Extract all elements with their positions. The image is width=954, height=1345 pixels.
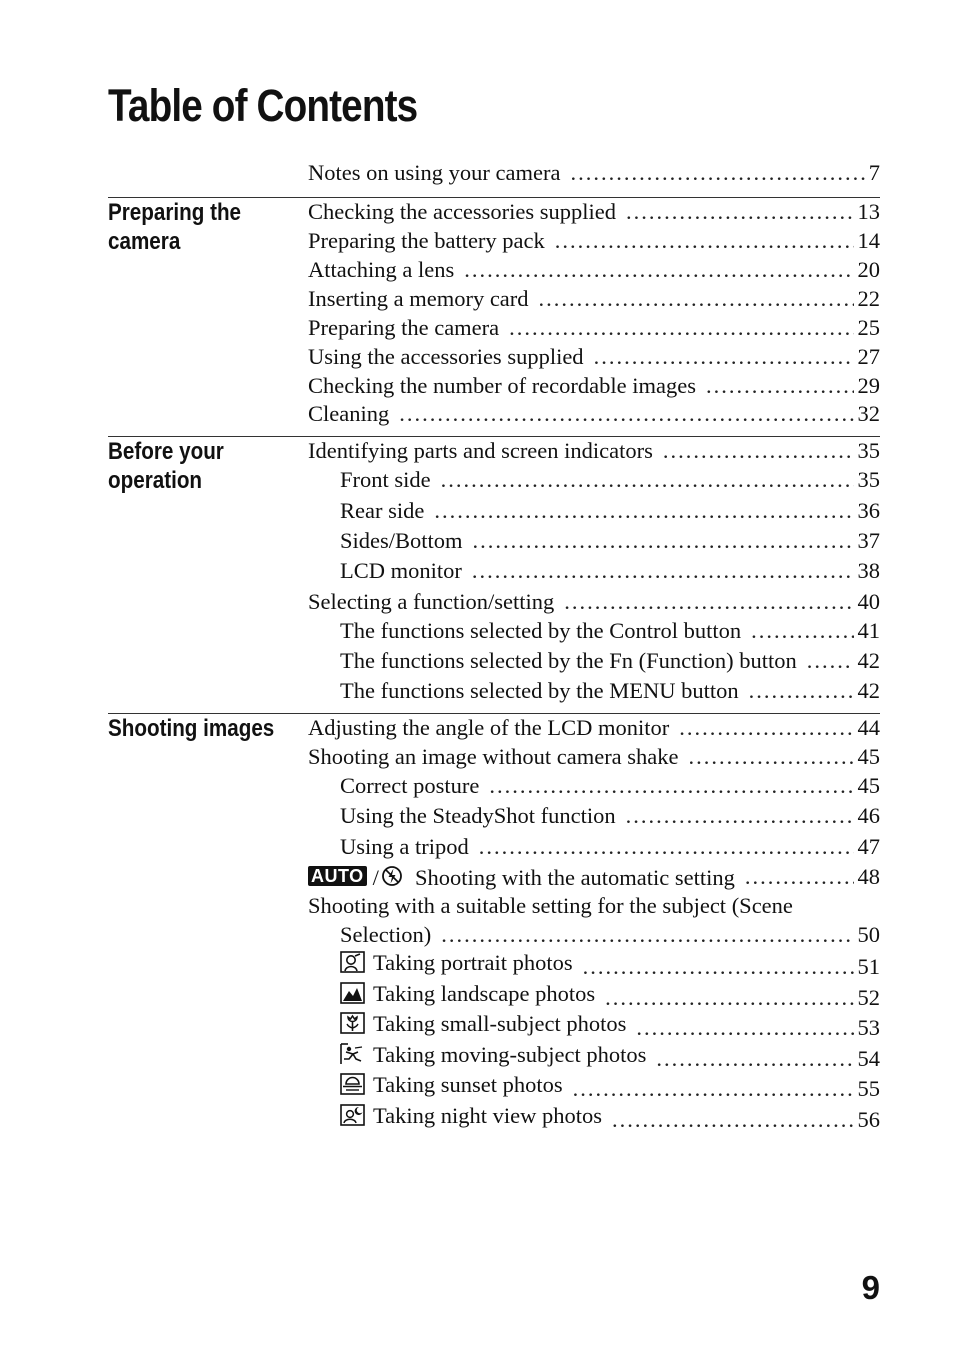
toc-subentry[interactable] bbox=[340, 979, 880, 1009]
entry-page: 36 bbox=[857, 498, 880, 523]
toc-subentry[interactable] bbox=[340, 1070, 880, 1100]
toc-subentry[interactable] bbox=[340, 1009, 880, 1039]
entry-label-group bbox=[340, 979, 595, 1009]
entry-label-group bbox=[340, 1040, 646, 1070]
entry-page: 44 bbox=[857, 715, 880, 740]
entry-label: Preparing the camera bbox=[308, 315, 500, 340]
entry-label: Taking night view photos bbox=[373, 1103, 603, 1128]
entry-label-group bbox=[340, 1009, 626, 1039]
entry-label: Checking the accessories supplied bbox=[308, 199, 617, 224]
entry-label: Using the SteadyShot function bbox=[340, 803, 616, 828]
entry-page: 38 bbox=[857, 558, 880, 583]
entry-label: LCD monitor bbox=[340, 558, 462, 583]
dot-leader bbox=[706, 371, 854, 401]
macro-icon bbox=[340, 1012, 365, 1034]
entry-label: Checking the number of recordable images bbox=[308, 373, 696, 398]
toc-subentry[interactable] bbox=[340, 496, 880, 526]
entry-label-group bbox=[308, 863, 735, 893]
dot-leader bbox=[612, 1105, 853, 1135]
entry-label: Using a tripod bbox=[340, 834, 469, 859]
section-title-line: operation bbox=[108, 467, 203, 494]
entry-label: Attaching a lens bbox=[308, 257, 455, 282]
entry-label: Taking sunset photos bbox=[373, 1072, 563, 1097]
dot-leader bbox=[509, 313, 853, 343]
page-number: 9 bbox=[861, 1269, 880, 1306]
portrait-icon bbox=[340, 951, 365, 973]
flash-off-icon bbox=[381, 865, 403, 887]
dot-leader bbox=[441, 920, 853, 950]
dot-leader bbox=[399, 399, 853, 429]
entry-page: 51 bbox=[857, 954, 880, 979]
entry-page: 41 bbox=[857, 618, 880, 643]
entry-page: 45 bbox=[857, 773, 880, 798]
toc-entry[interactable] bbox=[308, 399, 880, 429]
entry-page: 42 bbox=[857, 678, 880, 703]
entry-label: Taking small-subject photos bbox=[373, 1011, 627, 1036]
dot-leader bbox=[745, 862, 854, 892]
section-title-line: Before your bbox=[108, 438, 224, 465]
toc-entry[interactable] bbox=[308, 226, 880, 256]
entry-label: The functions selected by the Control button bbox=[340, 618, 742, 643]
entry-page: 40 bbox=[857, 589, 880, 614]
page-title: Table of Contents bbox=[108, 80, 418, 131]
toc-subentry[interactable] bbox=[340, 646, 880, 676]
toc-entry[interactable] bbox=[308, 158, 880, 188]
entry-page: 52 bbox=[857, 985, 880, 1010]
toc-subentry[interactable] bbox=[340, 948, 880, 978]
toc-entry[interactable] bbox=[308, 342, 880, 372]
toc-entry[interactable] bbox=[308, 371, 880, 401]
entry-page: 7 bbox=[868, 160, 880, 185]
entry-label-group bbox=[340, 1070, 563, 1100]
entry-label: Cleaning bbox=[308, 401, 390, 426]
toc-entry-auto[interactable] bbox=[308, 862, 880, 892]
entry-label: Selecting a function/setting bbox=[308, 589, 555, 614]
sports-icon bbox=[340, 1043, 365, 1065]
entry-label: Taking moving-subject photos bbox=[373, 1042, 647, 1067]
entry-label: Notes on using your camera bbox=[308, 160, 561, 185]
dot-leader bbox=[626, 197, 853, 227]
dot-leader bbox=[539, 284, 854, 314]
dot-leader bbox=[636, 1013, 853, 1043]
dot-leader bbox=[472, 556, 854, 586]
entry-label: Shooting an image without camera shake bbox=[308, 744, 679, 769]
entry-label: Selection) bbox=[340, 922, 432, 947]
entry-label: Taking landscape photos bbox=[373, 981, 596, 1006]
dot-leader bbox=[464, 255, 853, 285]
entry-label: Rear side bbox=[340, 498, 425, 523]
entry-page: 48 bbox=[857, 864, 880, 889]
section-title-line: camera bbox=[108, 228, 181, 255]
dot-leader bbox=[751, 616, 853, 646]
sunset-icon bbox=[340, 1073, 365, 1095]
toc-subentry[interactable] bbox=[340, 1040, 880, 1070]
dot-leader bbox=[570, 158, 864, 188]
section-title bbox=[108, 714, 275, 743]
dot-leader bbox=[479, 832, 854, 862]
entry-page: 14 bbox=[857, 228, 880, 253]
entry-label: Inserting a memory card bbox=[308, 286, 529, 311]
dot-leader bbox=[663, 436, 854, 466]
toc-subentry[interactable] bbox=[340, 920, 880, 950]
entry-page: 45 bbox=[857, 744, 880, 769]
section-title bbox=[108, 437, 271, 495]
dot-leader bbox=[573, 1074, 854, 1104]
entry-page: 50 bbox=[857, 922, 880, 947]
entry-page: 42 bbox=[857, 648, 880, 673]
dot-leader bbox=[564, 587, 853, 617]
entry-label: Sides/Bottom bbox=[340, 528, 463, 553]
section-title bbox=[108, 198, 271, 256]
toc-entry-line[interactable]: Shooting with a suitable setting for the subject (Scene bbox=[308, 893, 793, 918]
entry-page: 35 bbox=[857, 438, 880, 463]
toc-subentry[interactable] bbox=[340, 526, 880, 556]
toc-entry[interactable] bbox=[308, 284, 880, 314]
entry-label-group bbox=[340, 948, 573, 978]
landscape-icon bbox=[340, 982, 365, 1004]
dot-leader bbox=[434, 496, 853, 526]
dot-leader bbox=[555, 226, 854, 256]
night-view-icon bbox=[340, 1104, 365, 1126]
section-title-line: Preparing the bbox=[108, 199, 242, 226]
entry-page: 13 bbox=[857, 199, 880, 224]
entry-page: 37 bbox=[857, 528, 880, 553]
entry-page: 53 bbox=[857, 1015, 880, 1040]
entry-page: 54 bbox=[857, 1046, 880, 1071]
entry-page: 29 bbox=[857, 373, 880, 398]
toc-subentry[interactable] bbox=[340, 832, 880, 862]
toc-entry[interactable] bbox=[308, 713, 880, 743]
auto-mode-icon: AUTO bbox=[308, 866, 367, 886]
dot-leader bbox=[749, 676, 854, 706]
entry-page: 55 bbox=[857, 1076, 880, 1101]
toc-subentry[interactable] bbox=[340, 1101, 880, 1131]
dot-leader bbox=[679, 713, 853, 743]
entry-page: 46 bbox=[857, 803, 880, 828]
toc-subentry[interactable] bbox=[340, 616, 880, 646]
toc-entry[interactable] bbox=[308, 197, 880, 227]
section-title-line: Shooting images bbox=[108, 715, 275, 742]
entry-label: Shooting with the automatic setting bbox=[414, 865, 735, 890]
toc-entry[interactable] bbox=[308, 587, 880, 617]
entry-label: The functions selected by the Fn (Function) button bbox=[340, 648, 797, 673]
toc-subentry[interactable] bbox=[340, 771, 880, 801]
dot-leader bbox=[489, 771, 853, 801]
entry-page: 20 bbox=[857, 257, 880, 282]
entry-page: 27 bbox=[857, 344, 880, 369]
entry-label: Identifying parts and screen indicators bbox=[308, 438, 653, 463]
dot-leader bbox=[473, 526, 854, 556]
toc-entry[interactable] bbox=[308, 255, 880, 285]
toc-entry[interactable] bbox=[308, 742, 880, 772]
entry-page: 22 bbox=[857, 286, 880, 311]
dot-leader bbox=[807, 646, 854, 676]
entry-label: Using the accessories supplied bbox=[308, 344, 584, 369]
entry-page: 47 bbox=[857, 834, 880, 859]
entry-label: Taking portrait photos bbox=[373, 950, 573, 975]
toc-subentry[interactable] bbox=[340, 465, 880, 495]
dot-leader bbox=[594, 342, 854, 372]
toc-subentry[interactable] bbox=[340, 556, 880, 586]
entry-label: Adjusting the angle of the LCD monitor bbox=[308, 715, 670, 740]
toc-entry[interactable] bbox=[308, 436, 880, 466]
toc-subentry[interactable] bbox=[340, 801, 880, 831]
entry-page: 25 bbox=[857, 315, 880, 340]
entry-label: Correct posture bbox=[340, 773, 480, 798]
dot-leader bbox=[689, 742, 854, 772]
entry-page: 32 bbox=[857, 401, 880, 426]
toc-entry[interactable] bbox=[308, 313, 880, 343]
entry-label-group bbox=[340, 1101, 602, 1131]
dot-leader bbox=[583, 952, 854, 982]
dot-leader bbox=[441, 465, 854, 495]
entry-page: 35 bbox=[857, 467, 880, 492]
toc-subentry[interactable] bbox=[340, 676, 880, 706]
entry-page: 56 bbox=[857, 1107, 880, 1132]
entry-label: Preparing the battery pack bbox=[308, 228, 545, 253]
entry-label: Front side bbox=[340, 467, 431, 492]
separator: / bbox=[372, 865, 379, 890]
dot-leader bbox=[626, 801, 854, 831]
entry-label: The functions selected by the MENU button bbox=[340, 678, 739, 703]
